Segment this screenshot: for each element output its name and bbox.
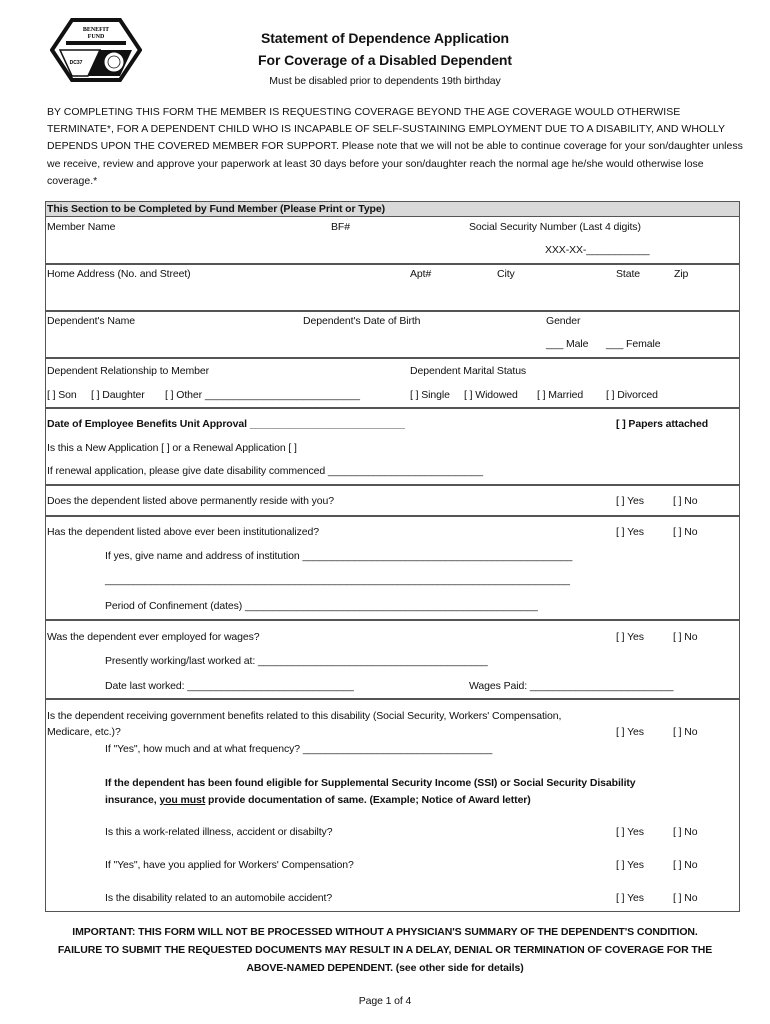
employed-no-checkbox[interactable]: [ ] No [673,631,698,643]
gov-benefits-no-checkbox[interactable]: [ ] No [673,726,698,738]
svg-text:FUND: FUND [87,34,105,40]
ssi-note-cont [105,793,531,807]
gov-benefits-question: Is the dependent receiving government benefits related to this disability (Social Security, Workers' Compensation, [47,710,562,722]
institution-name-field[interactable]: If yes, give name and address of institution _______________________________________________ [105,550,573,562]
city-label[interactable]: City [497,268,515,280]
divider [45,310,740,312]
reside-question: Does the dependent listed above permanently reside with you? [47,495,335,507]
marital-married-checkbox[interactable]: [ ] Married [537,389,584,401]
form-subtitle: For Coverage of a Disabled Dependent [258,52,512,68]
divider [45,698,740,700]
working-at-field[interactable]: Presently working/last worked at: ________________________________________ [105,655,488,667]
state-label[interactable]: State [616,268,641,280]
marital-divorced-checkbox[interactable]: [ ] Divorced [606,389,658,401]
ssn-label: Social Security Number (Last 4 digits) [469,221,641,233]
relationship-label: Dependent Relationship to Member [47,365,209,377]
benefit-frequency-field[interactable]: If "Yes", how much and at what frequency? _________________________________ [105,743,493,755]
auto-accident-no-checkbox[interactable]: [ ] No [673,892,698,904]
benefit-fund-logo [50,18,142,82]
divider [45,619,740,621]
page-number: Page 1 of 4 [358,995,412,1007]
papers-attached-checkbox[interactable]: [ ] Papers attached [616,418,709,430]
date-last-worked-field[interactable]: Date last worked: _____________________________ [105,680,354,692]
divider [45,357,740,359]
divider [45,515,740,517]
institutionalized-no-checkbox[interactable]: [ ] No [673,526,698,538]
section-header: This Section to be Completed by Fund Member (Please Print or Type) [47,203,386,215]
auto-accident-question: Is the disability related to an automobile accident? [105,892,333,904]
divider [45,407,740,409]
employed-yes-checkbox[interactable]: [ ] Yes [616,631,644,643]
renewal-date-field[interactable]: If renewal application, please give date disability commenced ___________________________ [47,465,483,477]
zip-label[interactable]: Zip [674,268,689,280]
work-related-no-checkbox[interactable]: [ ] No [673,826,698,838]
marital-widowed-checkbox[interactable]: [ ] Widowed [464,389,518,401]
confinement-period-field[interactable]: Period of Confinement (dates) ___________________________________________________ [105,600,538,612]
ssi-emphasis: you must [159,794,206,806]
dependent-name-label[interactable]: Dependent's Name [47,315,135,327]
ssi-text: provide documentation of same. (Example; Notice of Award letter) [205,794,531,806]
institutionalized-question: Has the dependent listed above ever been institutionalized? [47,526,319,538]
svg-text:DC37: DC37 [69,60,83,66]
divider [45,484,740,486]
ssi-text: insurance, [105,794,160,806]
relationship-daughter-checkbox[interactable]: [ ] Daughter [91,389,145,401]
home-address-label[interactable]: Home Address (No. and Street) [47,268,191,280]
important-notice-end: ABOVE-NAMED DEPENDENT. (see other side for details) [246,962,524,974]
work-related-yes-checkbox[interactable]: [ ] Yes [616,826,644,838]
approval-date-field[interactable]: Date of Employee Benefits Unit Approval ___________________________ [47,418,405,430]
gender-female-field[interactable]: ___ Female [606,338,661,350]
bf-number-label[interactable]: BF# [331,221,350,233]
relationship-other-checkbox[interactable]: [ ] Other ___________________________ [165,389,360,401]
apt-label[interactable]: Apt# [410,268,432,280]
wages-paid-field[interactable]: Wages Paid: _________________________ [469,680,674,692]
member-name-label[interactable]: Member Name [47,221,116,233]
marital-single-checkbox[interactable]: [ ] Single [410,389,450,401]
application-type-checkboxes[interactable]: Is this a New Application [ ] or a Renewal Application [ ] [47,442,297,454]
workers-comp-yes-checkbox[interactable]: [ ] Yes [616,859,644,871]
gender-male-field[interactable]: ___ Male [546,338,589,350]
divider [45,263,740,265]
gov-benefits-question-cont: Medicare, etc.)? [47,726,121,738]
important-notice-cont: FAILURE TO SUBMIT THE REQUESTED DOCUMENTS MAY RESULT IN A DELAY, DENIAL OR TERMINATION OF COVERAGE FOR THE [57,944,713,956]
ssi-note: If the dependent has been found eligible for Supplemental Security Income (SSI) or Social Security Disability [105,777,636,789]
gov-benefits-yes-checkbox[interactable]: [ ] Yes [616,726,644,738]
marital-status-label: Dependent Marital Status [410,365,527,377]
relationship-son-checkbox[interactable]: [ ] Son [47,389,77,401]
reside-no-checkbox[interactable]: [ ] No [673,495,698,507]
reside-yes-checkbox[interactable]: [ ] Yes [616,495,644,507]
ssn-field[interactable]: XXX-XX-___________ [545,244,650,256]
institutionalized-yes-checkbox[interactable]: [ ] Yes [616,526,644,538]
dependent-dob-label[interactable]: Dependent's Date of Birth [303,315,421,327]
gender-label: Gender [546,315,581,327]
workers-comp-question: If "Yes", have you applied for Workers' Compensation? [105,859,354,871]
work-related-question: Is this a work-related illness, accident or disabilty? [105,826,333,838]
form-title: Statement of Dependence Application [260,30,509,46]
important-notice: IMPORTANT: THIS FORM WILL NOT BE PROCESSED WITHOUT A PHYSICIAN'S SUMMARY OF THE DEPENDENT'S CONDITION. [72,926,698,938]
institution-address-field[interactable]: _________________________________________________________________________________ [105,574,570,586]
workers-comp-no-checkbox[interactable]: [ ] No [673,859,698,871]
auto-accident-yes-checkbox[interactable]: [ ] Yes [616,892,644,904]
intro-paragraph: BY COMPLETING THIS FORM THE MEMBER IS REQUESTING COVERAGE BEYOND THE AGE COVERAGE WOULD OTHERWISE TERMINATE*, FOR A DEPENDENT CHILD WHO IS INCAPABLE OF SELF-SUSTAINING EMPLOYMENT DUE TO A DISABILITY, AND WHOLLY DEPENDS UPON THE COVERED MEMBER FOR SUPPORT. Please note that we will not be able to continue coverage for your son/daughter unless we receive, review and approve your paperwork at least 30 days before your son/daughter reach the normal age he/she would otherwise lose coverage.* [47,106,743,187]
eligibility-note: Must be disabled prior to dependents 19th birthday [269,75,501,87]
employed-question: Was the dependent ever employed for wages? [47,631,260,643]
svg-text:BENEFIT: BENEFIT [82,27,110,33]
